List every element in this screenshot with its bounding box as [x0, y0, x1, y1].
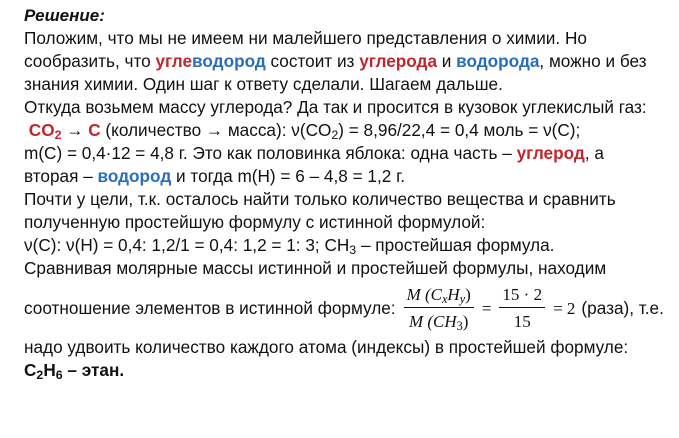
text-line: знания химии. Один шаг к ответу сделали. Шагаем дальше. — [24, 74, 503, 94]
text-line: надо удвоить количество каждого атома (индексы) в простейшей формуле: — [24, 337, 629, 357]
numeric-fraction — [499, 283, 545, 333]
text-line: ν(C): ν(H) = 0,4: 1,2/1 = 0,4: 1,2 = 1: 3; $CH_3$ – простейшая формула. — [24, 235, 555, 258]
highlight-carbon: углерода — [359, 51, 437, 71]
highlight-carbon: углерод — [516, 143, 585, 163]
fraction-denominator: 15 — [513, 312, 531, 331]
fraction-numerator: 15 · 2 — [499, 283, 545, 308]
highlight-vodorod: водород — [192, 51, 266, 71]
text-line: $CO_2 \to C$ (количество → масса): $\nu(CO_2) = 8,96/22,4 = 0,4$ моль = ν(C); — [28, 120, 581, 143]
final-answer: $C_2H_6$ – этан. — [24, 360, 125, 383]
solution-heading: Решение: — [24, 6, 105, 25]
text-line: m(C) = 0,4·12 = 4,8 г. Это как половинка яблока: одна часть – углерод, а — [24, 143, 604, 163]
text-line: Почти у цели, т.к. осталось найти только количество вещества и сравнить — [24, 189, 616, 209]
fraction-denominator: M $(CH_3)$ — [408, 312, 469, 334]
ratio-unit: (раза), т.е. — [581, 297, 664, 318]
molar-mass-fraction — [404, 283, 474, 333]
equals-sign: = — [481, 298, 492, 318]
highlight-co2: $CO_2$ — [28, 120, 62, 143]
highlight-hydrogen: водорода — [456, 51, 540, 71]
fraction-numerator: M $(C_xH_y)$ — [404, 283, 474, 308]
text-line: сообразить, что углеводород состоит из углерода и водорода, можно и без — [24, 51, 647, 71]
ratio-result: = 2 — [553, 298, 576, 318]
text-line: Откуда возьмем массу углерода? Да так и просится в кузовок углекислый газ: — [24, 97, 647, 117]
text-line: полученную простейшую формулу с истинной формулой: — [24, 212, 486, 232]
ratio-formula-row — [24, 280, 671, 336]
text-line: Положим, что мы не имеем ни малейшего представления о химии. Но — [24, 28, 587, 48]
highlight-ugle: угле — [155, 51, 193, 71]
text-line: Сравнивая молярные массы истинной и простейшей формулы, находим — [24, 258, 607, 278]
highlight-c: C — [88, 120, 101, 140]
text-line: вторая – водород и тогда m(H) = 6 – 4,8 = 1,2 г. — [24, 166, 406, 186]
highlight-hydrogen: водород — [97, 166, 172, 186]
text-line: соотношение элементов в истинной формуле: — [24, 297, 396, 318]
